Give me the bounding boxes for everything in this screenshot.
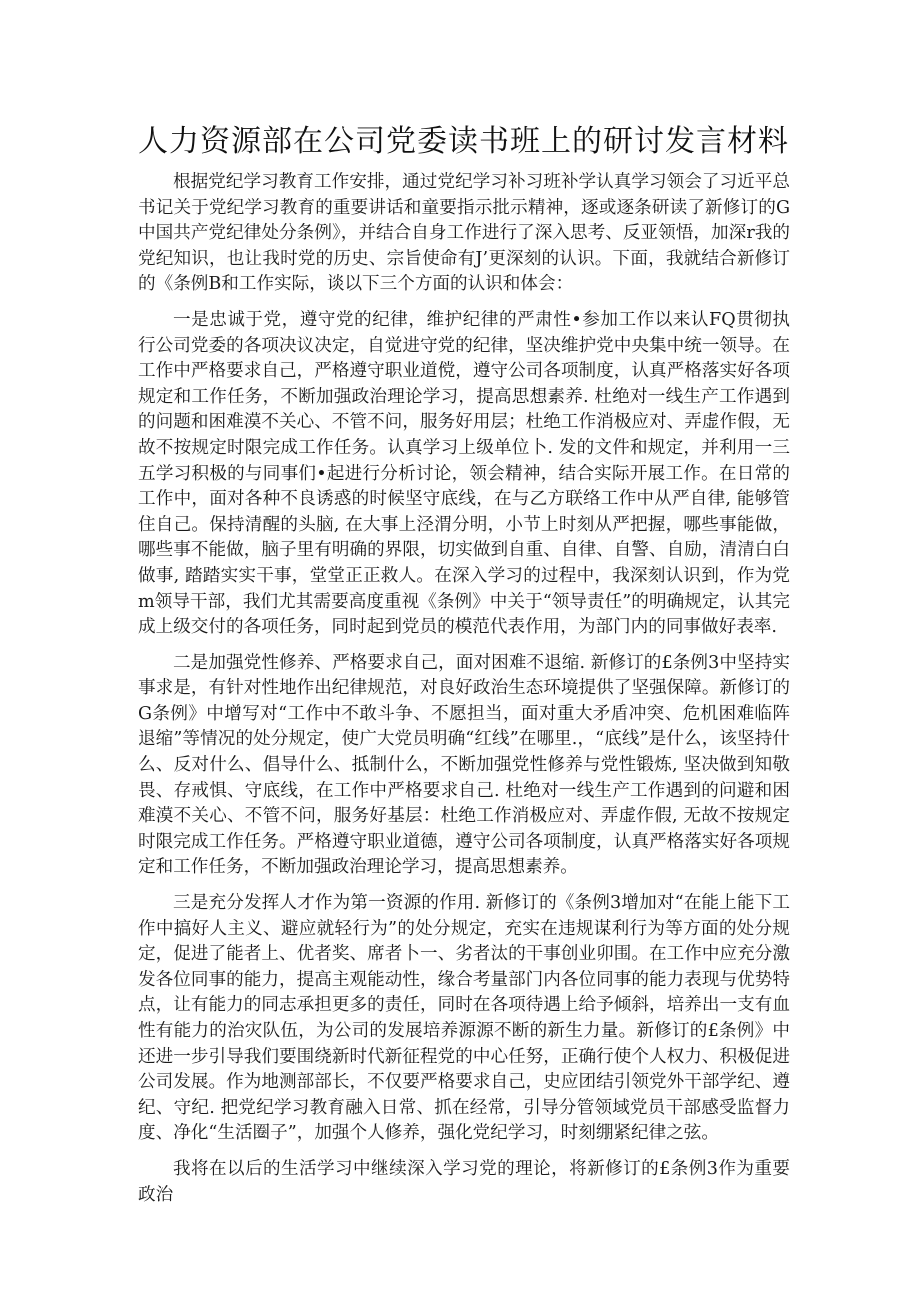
paragraph-closing: 我将在以后的生活学习中继续深入学习党的理论，将新修订的£条例3作为重要政治 bbox=[138, 1158, 790, 1205]
paragraph-point-two: 二是加强党性修养、严格要求自己，面对困难不退缩. 新修订的£条例3中坚持实事求是，有针对性地作出纪律规范，对良好政治生态环境提供了坚强保障。新修订的G条例》中增写对“工作中不敢斗争、不愿担当，面对重大矛盾冲突、危机困难临阵退缩”等情况的处分规定，使广大党员明确“红线”在哪里.，“底线”是什么，该坚持什么、反对什么、倡导什么、抵制什么，不断加强党性修养与党性锻炼, 坚决做到知敬畏、存戒惧、守底线，在工作中严格要求自己. 杜绝对一线生产工作遇到的问避和困难漠不关心、不管不问，服务好基层：杜绝工作消极应对、弄虚作假, 无故不按规定时限完成工作任务。严格遵守职业道德，遵守公司各项制度，认真严格落实好各项规定和工作任务，不断加强政治理论学习，提高思想素养。 bbox=[138, 652, 790, 878]
document-title: 人力资源部在公司党委读书班上的研讨发言材料 bbox=[138, 124, 789, 159]
paragraph-point-one: 一是忠诚于党，遵守党的纪律，维护纪律的严肃性•参加工作以来认FQ贯彻执行公司党委的各项决议决定，自觉进守党的纪律，坚决维护党中央集中统一领导。在工作中严格要求自己，严格遵守职业道傥，遵守公司各项制度，认真严格落实好各项规定和工作任务，不断加强政治理论学习，提高思想素养. 杜绝对一线生产工作遇到的问题和困难漠不关心、不管不问，服务好用层；杜绝工作消极应对、弄虚作假，无故不按规定时限完成工作任务。认真学习上级单位卜. 发的文件和规定，并利用一三五学习积极的与同事们•起进行分析讨论，领会精神，结合实际开展工作。在日常的工作中，面对各种不良诱惑的时候坚守底线，在与乙方联络工作中从严自律, 能够管住自己。保持清醒的头脑, 在大事上泾渭分明，小节上时刻从严把握，哪些事能做，哪些事不能做，脑子里有明确的界限，切实做到自重、自律、自警、自励，清清白白做事, 踏踏实实干事，堂堂正正救人。在深入学习的过程中，我深刻认识到，作为党m领导干部，我们尤其需要高度重视《条例》中关于“领导责任”的明确规定，认其完成上级交付的各项任务，同时起到党员的模范代表作用，为部门内的同事做好表率. bbox=[138, 309, 790, 638]
document-body bbox=[138, 170, 790, 1218]
paragraph-intro: 根据党纪学习教育工作安排，通过党纪学习补习班补学认真学习领会了习近平总书记关于党纪学习教育的重要讲话和童要指示批示精神，逐或逐条研读了新修订的G中国共产党纪律处分条例》，并结合自身工作进行了深入思考、反亚领悟，加深r我的党纪知识，也让我时党的历史、宗旨使命有J’更深刻的认识。下面，我就结合新修订的《条例B和工作实际，谈以下三个方面的认识和体会： bbox=[138, 172, 790, 295]
paragraph-point-three: 三是充分发挥人才作为第一资源的作用. 新修订的《条例3增加对“在能上能下工作中搞好人主义、避应就轻行为”的处分规定，充实在违规谋利行为等方面的处分规定，促进了能者上、优者奖、席者卜一、劣者汰的干事创业卯围。在工作中应充分激发各位同事的能力，提高主观能动性，缘合考量部门内各位同事的能力表现与优势特点，让有能力的同志承担更多的责任，同时在各项待遇上给予倾斜，培养出一支有血性有能力的治灾队伍，为公司的发展培养源源不断的新生力量。新修订的£条例》中还进一步引导我们要围绕新时代新征程党的中心任努，正确行使个人权力、积极促进公司发展。作为地测部部长，不仅要严格要求自己，史应团结引领党外干部学纪、遵纪、守纪. 把党纪学习教育融入日常、抓在经常，引导分管领域党员干部感受监督力度、净化“生活圈子”，加强个人修养，强化党纪学习，时刻绷紧纪律之弦。 bbox=[138, 893, 790, 1144]
